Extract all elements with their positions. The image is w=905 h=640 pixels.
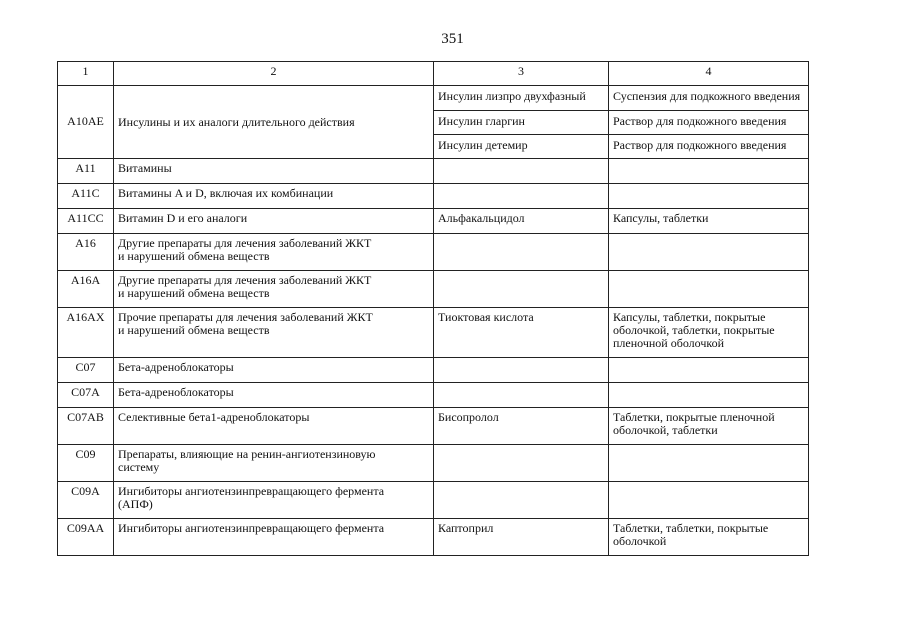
group-name: Препараты, влияющие на ренин-ангиотензиновую систему — [114, 445, 434, 482]
column-header-1: 1 — [58, 62, 114, 86]
column-header-2: 2 — [114, 62, 434, 86]
group-name: Бета-адреноблокаторы — [114, 358, 434, 383]
atc-code: A11CC — [58, 209, 114, 234]
atc-code: C09 — [58, 445, 114, 482]
dosage-form — [609, 358, 809, 383]
drug-name: Инсулин детемир — [434, 134, 608, 158]
insulin-forms-cell — [609, 86, 809, 159]
table-row — [58, 234, 809, 271]
table-row — [58, 383, 809, 408]
drug-name: Инсулин гларгин — [434, 110, 608, 134]
insulin-drugs-cell — [434, 86, 609, 159]
group-name: Другие препараты для лечения заболеваний ЖКТ и нарушений обмена веществ — [114, 234, 434, 271]
table-row — [58, 184, 809, 209]
table-row — [58, 159, 809, 184]
table-header-row — [58, 62, 809, 86]
drug-name: Бисопролол — [434, 408, 609, 445]
group-name: Другие препараты для лечения заболеваний ЖКТ и нарушений обмена веществ — [114, 271, 434, 308]
atc-code: C09A — [58, 482, 114, 519]
group-name: Ингибиторы ангиотензинпревращающего фермента (АПФ) — [114, 482, 434, 519]
dosage-form: Капсулы, таблетки, покрытые оболочкой, таблетки, покрытые пленочной оболочкой — [609, 308, 809, 358]
drug-name: Инсулин лизпро двухфазный — [438, 89, 586, 103]
dosage-form — [609, 159, 809, 184]
column-header-4: 4 — [609, 62, 809, 86]
dosage-form: Таблетки, покрытые пленочной оболочкой, таблетки — [609, 408, 809, 445]
table-row — [58, 445, 809, 482]
atc-code: C09AA — [58, 519, 114, 556]
group-name: Селективные бета1-адреноблокаторы — [114, 408, 434, 445]
column-header-3: 3 — [434, 62, 609, 86]
drug-name — [434, 482, 609, 519]
group-name: Прочие препараты для лечения заболеваний ЖКТ и нарушений обмена веществ — [114, 308, 434, 358]
group-name-a10ae: Инсулины и их аналоги длительного действия — [114, 86, 434, 159]
group-name: Ингибиторы ангиотензинпревращающего фермента — [114, 519, 434, 556]
atc-code: C07AB — [58, 408, 114, 445]
atc-code: C07A — [58, 383, 114, 408]
drug-name — [434, 159, 609, 184]
group-name: Бета-адреноблокаторы — [114, 383, 434, 408]
group-name: Витамин D и его аналоги — [114, 209, 434, 234]
drug-name — [434, 445, 609, 482]
group-name: Витамины A и D, включая их комбинации — [114, 184, 434, 209]
table-row — [58, 209, 809, 234]
atc-code: C07 — [58, 358, 114, 383]
dosage-form: Капсулы, таблетки — [609, 209, 809, 234]
atc-code-a10ae: A10AE — [58, 86, 114, 159]
dosage-form: Раствор для подкожного введения — [609, 110, 808, 134]
table-row — [58, 271, 809, 308]
table-row — [58, 308, 809, 358]
group-name: Витамины — [114, 159, 434, 184]
dosage-form — [609, 184, 809, 209]
dosage-form: Таблетки, таблетки, покрытые оболочкой — [609, 519, 809, 556]
dosage-form — [609, 234, 809, 271]
dosage-form — [609, 482, 809, 519]
dosage-form: Суспензия для подкожного введения — [613, 89, 801, 103]
table-row — [58, 519, 809, 556]
dosage-form: Раствор для подкожного введения — [609, 134, 808, 158]
drug-table — [57, 61, 809, 556]
dosage-form — [609, 271, 809, 308]
drug-name — [434, 234, 609, 271]
drug-name — [434, 358, 609, 383]
drug-name: Альфакальцидол — [434, 209, 609, 234]
dosage-form — [609, 445, 809, 482]
dosage-form — [609, 383, 809, 408]
table-row — [58, 358, 809, 383]
drug-name — [434, 184, 609, 209]
drug-name: Тиоктовая кислота — [434, 308, 609, 358]
atc-code: A16AX — [58, 308, 114, 358]
table-row — [58, 482, 809, 519]
drug-name — [434, 383, 609, 408]
page-number: 351 — [441, 31, 464, 47]
atc-code: A16A — [58, 271, 114, 308]
drug-name: Каптоприл — [434, 519, 609, 556]
table-row — [58, 86, 809, 159]
table-row — [58, 408, 809, 445]
drug-name — [434, 271, 609, 308]
atc-code: A16 — [58, 234, 114, 271]
atc-code: A11C — [58, 184, 114, 209]
atc-code: A11 — [58, 159, 114, 184]
